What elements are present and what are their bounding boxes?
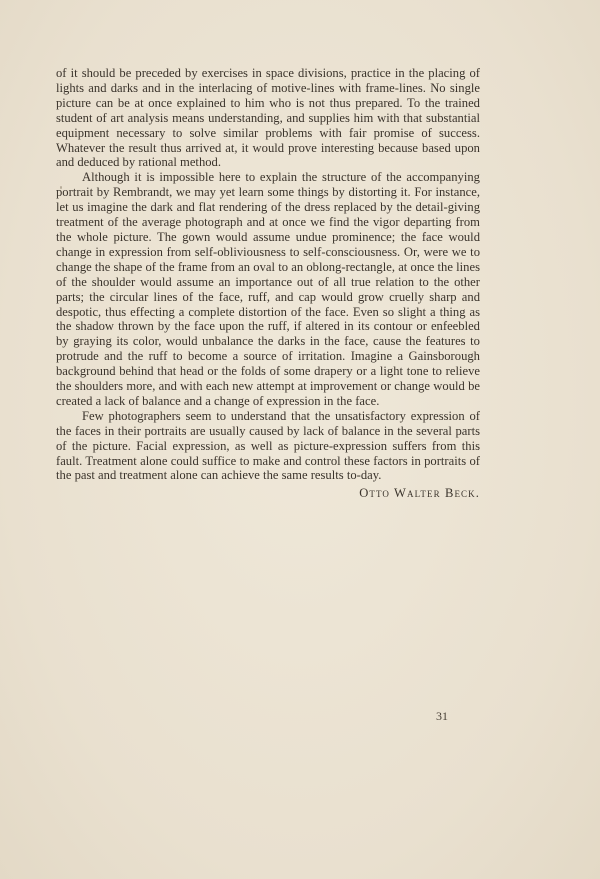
paragraph-3 [56,408,480,501]
page-number: 31 [436,709,448,723]
closing-section [56,408,480,501]
author-signature: Otto Walter Beck. [359,486,480,501]
article-body [56,66,480,501]
paragraph-2: Although it is impossible here to explain the structure of the accompanying portrait by Rembrandt, we may yet learn some things by distorting it. For instance, let us imagine the dark and flat rendering of the dress replaced by the detail-giving treatment of the average photograph and at once we find the vigor departing from the whole picture. The gown would assume undue prominence; the face would change in expression from self-obliviousness to self-consciousness. Or, were we to change the shape of the frame from an oval to an oblong-rectangle, at once the lines of the shoulder would assume an importance out of all true relation to the other parts; the circular lines of the face, ruff, and cap would grow cruelly sharp and despotic, thus effecting a complete distortion of the face. Even so slight a thing as the shadow thrown by the face upon the ruff, if altered in its contour or enfeebled by graying its color, would unbalance the darks in the face, cause the features to protrude and the ruff to become a source of irritation. Imagine a Gainsborough background behind that head or the folds of some drapery or a light tone to relieve the shoulders more, and with each new attempt at improvement or change would be created a lack of balance and a change of expression in the face. [56,170,480,408]
paragraph-1: of it should be preceded by exercises in space divisions, practice in the placing of lights and darks and in the interlacing of motive-lines with frame-lines. No single picture can be at once explained to him who is not thus prepared. To the trained student of art analysis means understanding, and supplies him with that substantial equipment necessary to solve similar problems with fair promise of success. Whatever the result thus arrived at, it would prove interesting because based upon and deduced by rational method. [56,66,480,170]
paragraph-3-text: Few photographers seem to understand that the unsatisfactory expression of the faces in their portraits are usually caused by lack of balance in the several parts of the picture. Facial expression, as well as picture-expression suffers from this fault. Treatment alone could suffice to make and control these factors in portraits of the past and treatment alone can achieve the same results to-day. [56,408,480,483]
